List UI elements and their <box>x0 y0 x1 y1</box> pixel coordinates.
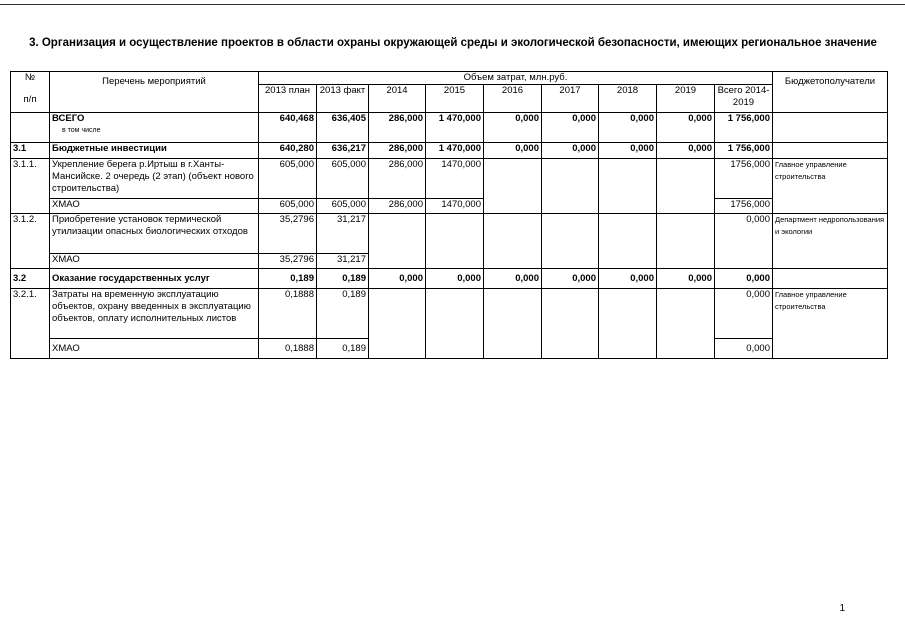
cell-value: 1470,000 <box>426 199 484 214</box>
header-no-label: № <box>24 72 36 83</box>
cell-value: 0,000 <box>599 143 657 159</box>
header-recipients: Бюджетополучатели <box>773 72 888 113</box>
cell-value <box>426 289 484 359</box>
cell-value: 0,000 <box>657 143 715 159</box>
row-number <box>11 113 50 143</box>
table-row-3-1 <box>11 143 888 159</box>
header-total: Всего 2014-2019 <box>715 85 773 113</box>
cell-value: 0,000 <box>542 269 599 289</box>
cell-value: 0,000 <box>715 289 773 339</box>
top-border-line <box>0 4 905 5</box>
row-name <box>50 113 259 143</box>
cell-value: 0,000 <box>426 269 484 289</box>
header-number <box>11 72 50 113</box>
cell-value: 1756,000 <box>715 199 773 214</box>
cell-value: 605,000 <box>317 199 369 214</box>
header-measures: Перечень мероприятий <box>50 72 259 113</box>
row-number: 3.1.2. <box>11 214 50 269</box>
header-2017: 2017 <box>542 85 599 113</box>
cell-value <box>426 214 484 269</box>
cell-value: 636,405 <box>317 113 369 143</box>
cell-value: 1470,000 <box>426 159 484 199</box>
table-row-total <box>11 113 888 143</box>
cell-value: 0,189 <box>317 289 369 339</box>
cell-value: 0,000 <box>542 143 599 159</box>
header-2019: 2019 <box>657 85 715 113</box>
cell-value: 605,000 <box>317 159 369 199</box>
cell-value: 0,1888 <box>259 339 317 359</box>
cell-value: 0,000 <box>599 269 657 289</box>
cell-value: 1 470,000 <box>426 143 484 159</box>
cell-value: 0,000 <box>715 269 773 289</box>
cell-value: 0,000 <box>715 214 773 269</box>
cell-value <box>484 159 542 214</box>
table-row-3-2-1 <box>11 289 888 339</box>
header-pp-label: п/п <box>23 94 37 105</box>
header-2016: 2016 <box>484 85 542 113</box>
cell-value <box>484 289 542 359</box>
cell-value: 0,000 <box>657 269 715 289</box>
cell-value <box>599 289 657 359</box>
cell-value: 0,000 <box>599 113 657 143</box>
table-subrow-hmao <box>11 199 888 214</box>
recipient-cell: Главное управление строительства <box>773 159 888 214</box>
page-number: 1 <box>839 603 845 614</box>
row-number: 3.2 <box>11 269 50 289</box>
cell-value: 0,000 <box>542 113 599 143</box>
table-row-3-2 <box>11 269 888 289</box>
cell-value: 640,280 <box>259 143 317 159</box>
row-name: ХМАО <box>50 339 259 359</box>
cell-value: 640,468 <box>259 113 317 143</box>
row-name: Затраты на временную эксплуатацию объектов, охрану введенных в эксплуатацию объектов, оплату исполнительных листов <box>50 289 259 339</box>
cell-value <box>657 289 715 359</box>
header-2014: 2014 <box>369 85 426 113</box>
cell-value: 0,189 <box>317 339 369 359</box>
header-2015: 2015 <box>426 85 484 113</box>
row-name-text: ВСЕГО <box>52 113 85 124</box>
row-number: 3.1 <box>11 143 50 159</box>
recipient-cell <box>773 143 888 159</box>
cell-value: 605,000 <box>259 199 317 214</box>
cell-value: 0,000 <box>484 269 542 289</box>
row-name: ХМАО <box>50 199 259 214</box>
row-name: Укрепление берега р.Иртыш в г.Ханты-Мансийске. 2 очередь (2 этап) (объект нового строительства) <box>50 159 259 199</box>
cell-value <box>599 159 657 214</box>
row-name: Приобретение установок термической утилизации опасных биологических отходов <box>50 214 259 254</box>
cell-value: 0,000 <box>715 339 773 359</box>
row-number: 3.1.1. <box>11 159 50 214</box>
cell-value <box>599 214 657 269</box>
cell-value: 35,2796 <box>259 254 317 269</box>
cell-value <box>542 159 599 214</box>
section-heading: 3. Организация и осуществление проектов в области охраны окружающей среды и экологической безопасности, имеющих региональное значение <box>29 37 877 49</box>
header-2018: 2018 <box>599 85 657 113</box>
cell-value <box>369 214 426 269</box>
recipient-cell <box>773 269 888 289</box>
cell-value: 286,000 <box>369 199 426 214</box>
cell-value: 0,000 <box>369 269 426 289</box>
cell-value: 0,000 <box>657 113 715 143</box>
recipient-cell: Департмент недропользования и экологии <box>773 214 888 269</box>
cell-value: 35,2796 <box>259 214 317 254</box>
recipient-cell <box>773 113 888 143</box>
cell-value: 0,189 <box>317 269 369 289</box>
cell-value: 1756,000 <box>715 159 773 199</box>
cell-value: 286,000 <box>369 113 426 143</box>
header-2013-plan: 2013 план <box>259 85 317 113</box>
row-number: 3.2.1. <box>11 289 50 359</box>
table-row-3-1-2 <box>11 214 888 254</box>
row-name: Бюджетные инвестиции <box>50 143 259 159</box>
cell-value: 636,217 <box>317 143 369 159</box>
row-name: Оказание государственных услуг <box>50 269 259 289</box>
cell-value: 1 756,000 <box>715 143 773 159</box>
row-subtitle: в том числе <box>62 127 101 134</box>
cell-value: 0,1888 <box>259 289 317 339</box>
cell-value: 286,000 <box>369 159 426 199</box>
cell-value: 1 756,000 <box>715 113 773 143</box>
cell-value <box>542 289 599 359</box>
expenses-table <box>10 71 888 359</box>
cell-value: 31,217 <box>317 254 369 269</box>
cell-value <box>369 289 426 359</box>
cell-value: 0,000 <box>484 143 542 159</box>
cell-value: 1 470,000 <box>426 113 484 143</box>
cell-value <box>657 159 715 214</box>
row-name: ХМАО <box>50 254 259 269</box>
cell-value <box>542 214 599 269</box>
cell-value <box>484 214 542 269</box>
cell-value: 31,217 <box>317 214 369 254</box>
cell-value: 286,000 <box>369 143 426 159</box>
cell-value: 0,000 <box>484 113 542 143</box>
cell-value: 605,000 <box>259 159 317 199</box>
header-volume: Объем затрат, млн.руб. <box>259 72 773 85</box>
table-row-3-1-1 <box>11 159 888 199</box>
recipient-cell: Главное управление строительства <box>773 289 888 359</box>
cell-value <box>657 214 715 269</box>
header-2013-fact: 2013 факт <box>317 85 369 113</box>
cell-value: 0,189 <box>259 269 317 289</box>
